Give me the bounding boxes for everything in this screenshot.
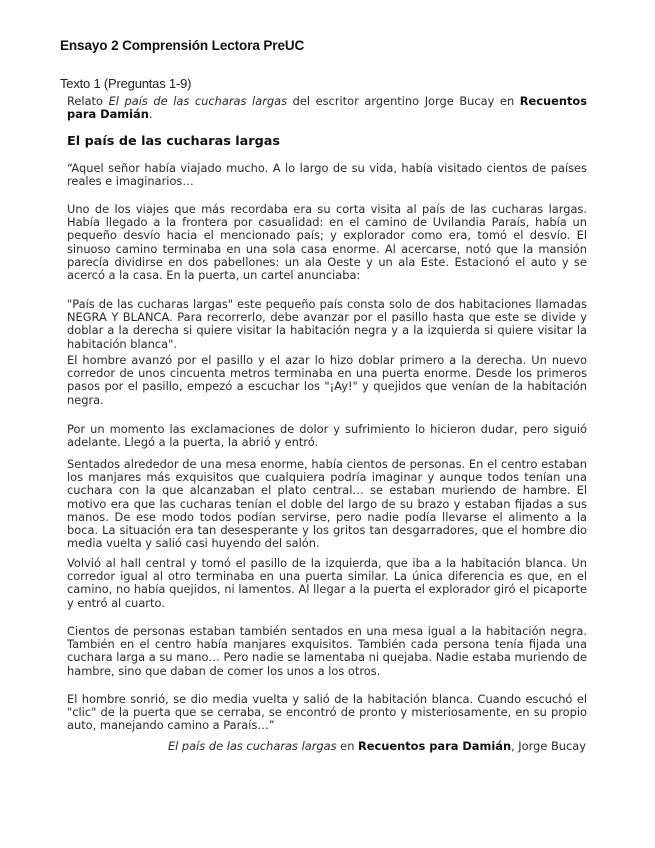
story-paragraph-8: Cientos de personas estaban también sentados en una mesa igual a la habitación negra. También en el centro había manjares exquisitos. También cada persona tenía fijada una cuchara larga a su mano… Pero nadie se lamentaba ni quejaba. Nadie estaba muriendo de hambre, sino que daban de comer los unos a los otros. bbox=[67, 624, 587, 678]
intro-paragraph bbox=[67, 95, 587, 121]
intro-prefix: Relato bbox=[67, 94, 109, 108]
story-paragraph-6: Sentados alrededor de una mesa enorme, había cientos de personas. En el centro estaban los manjares más exquisitos que cualquiera podría imaginar y aunque todos tenían una cuchara con la que alcanzaban el plato central… se estaban muriendo de hambre. El motivo era que las cucharas tenían el doble del largo de su brazo y estaban fijadas a sus manos. De ese modo todos podían servirse, pero nadie podía llevarse el alimento a la boca. La situación era tan desesperante y los gritos tan desgarradores, que el hombre dio media vuelta y salió casi huyendo del salón. bbox=[67, 457, 587, 551]
citation-author: , Jorge Bucay bbox=[511, 739, 586, 753]
story-paragraph-2: Uno de los viajes que más recordaba era su corta visita al país de las cucharas largas. Había llegado a la frontera por casualidad: en el camino de Uvilandia Paraís, había un pequeño desvío hacia el mencionado país; y explorador como era, tomó el desvío. El sinuoso camino terminaba en una sola casa enorme. Al acercarse, notó que la mansión parecía dividirse en dos pabellones: un ala Oeste y un ala Este. Estacionó el auto y se acercó a la casa. En la puerta, un cartel anunciaba: bbox=[67, 202, 587, 283]
citation-connector: en bbox=[336, 739, 359, 753]
story-paragraph-3: "País de las cucharas largas" este pequeño país consta solo de dos habitaciones llamadas NEGRA Y BLANCA. Para recorrerlo, debe avanzar por el pasillo hasta que este se divide y doblar a la derecha si quiere visitar la habitación negra y a la izquierda si quiere visitar la habitación blanca". bbox=[67, 297, 587, 351]
intro-story-name: El país de las cucharas largas bbox=[108, 94, 288, 108]
intro-middle: del escritor argentino Jorge Bucay en bbox=[287, 94, 520, 108]
intro-suffix: . bbox=[148, 107, 153, 122]
citation-line bbox=[168, 739, 586, 753]
story-paragraph-7: Volvió al hall central y tomó el pasillo de la izquierda, que iba a la habitación blanca. Un corredor igual al otro terminaba en una puerta similar. La única diferencia es que, en el camino, no había quejidos, ni lamentos. Al llegar a la puerta el explorador giró el picaporte y entró al cuarto. bbox=[67, 556, 587, 610]
story-paragraph-4: El hombre avanzó por el pasillo y el azar lo hizo doblar primero a la derecha. Un nuevo corredor de unos cincuenta metros terminaba en una puerta enorme. Desde los primeros pasos por el pasillo, empezó a escuchar los "¡Ay!" y quejidos que venían de la habitación negra. bbox=[67, 353, 587, 407]
story-paragraph-1: “Aquel señor había viajado mucho. A lo largo de su vida, había visitado cientos de países reales e imaginarios… bbox=[67, 161, 587, 189]
story-paragraph-9: El hombre sonrió, se dio media vuelta y salió de la habitación blanca. Cuando escuchó el "clic" de la puerta que se cerraba, se encontró de pronto y misteriosamente, en su propio auto, manejando camino a Paraís…” bbox=[67, 692, 587, 733]
intro-book-title: Recuentos para Damián bbox=[67, 94, 587, 122]
story-paragraph-5: Por un momento las exclamaciones de dolor y sufrimiento lo hicieron dudar, pero siguió adelante. Llegó a la puerta, la abrió y entró. bbox=[67, 422, 587, 450]
citation-book-title: Recuentos para Damián bbox=[358, 739, 512, 753]
citation-story-name: El país de las cucharas largas bbox=[167, 739, 337, 753]
document-title: Ensayo 2 Comprensión Lectora PreUC bbox=[60, 38, 305, 53]
story-title: El país de las cucharas largas bbox=[67, 134, 281, 149]
section-label: Texto 1 (Preguntas 1-9) bbox=[60, 76, 192, 91]
